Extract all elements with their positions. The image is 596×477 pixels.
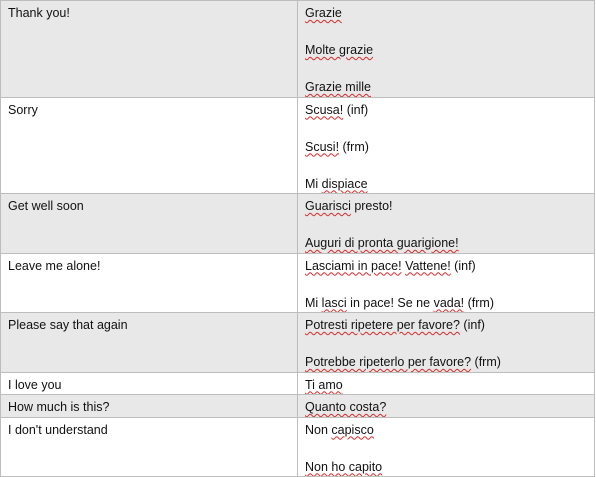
spellcheck-flagged-text: dispiace [321, 176, 368, 191]
blank-line [305, 275, 588, 294]
translation-text: (frm) [471, 355, 501, 369]
english-phrase-cell [1, 395, 298, 418]
italian-translation-line [305, 138, 588, 157]
translation-text: (inf) [343, 102, 369, 117]
spellcheck-flagged-text: Quanto costa? [305, 400, 387, 414]
spellcheck-flagged-text: lasci [321, 295, 347, 310]
italian-translation-cell [298, 313, 595, 373]
english-phrase-cell [1, 372, 298, 395]
english-phrase: How much is this? [8, 400, 110, 414]
spellcheck-flagged-text: Grazie [305, 6, 342, 20]
table-row [1, 253, 595, 313]
spellcheck-flagged-text: Non ho capito [305, 459, 383, 474]
translation-text: (inf) [459, 318, 485, 332]
spellcheck-flagged-text: capisco [331, 422, 374, 437]
table-row [1, 97, 595, 194]
spellcheck-flagged-text: Scusi! [305, 139, 340, 154]
blank-line [305, 216, 588, 235]
spellcheck-flagged-text: Grazie mille [305, 80, 371, 94]
italian-translation-cell [298, 253, 595, 313]
spellcheck-flagged-text: Potrebbe ripeterlo per favore? [305, 355, 472, 369]
english-phrase: I don't understand [8, 422, 108, 437]
italian-translation-line [305, 316, 588, 335]
italian-translation-cell [298, 395, 595, 418]
blank-line [305, 119, 588, 138]
italian-translation-line [305, 353, 588, 372]
italian-translation-line [305, 4, 588, 23]
italian-translation-line [305, 398, 588, 417]
italian-translation-cell [298, 1, 595, 98]
english-phrase: Sorry [8, 102, 38, 117]
blank-line [305, 60, 588, 79]
table-row [1, 395, 595, 418]
italian-translation-cell [298, 194, 595, 254]
spellcheck-flagged-text: Guarisci [305, 199, 351, 213]
translation-text: Mi [305, 176, 322, 191]
translation-text: (frm) [464, 295, 495, 310]
english-phrase-cell [1, 194, 298, 254]
italian-translation-line [305, 421, 588, 440]
italian-translation-line [305, 78, 588, 97]
italian-translation-line [305, 175, 588, 194]
english-phrase: Get well soon [8, 199, 84, 213]
italian-translation-cell [298, 372, 595, 395]
spellcheck-flagged-text: Ti amo [305, 377, 343, 392]
translation-text: (frm) [339, 139, 369, 154]
translation-text: Non [305, 422, 332, 437]
english-phrase-cell [1, 1, 298, 98]
spellcheck-flagged-text: vada! [433, 295, 465, 310]
english-phrase: I love you [8, 377, 62, 392]
italian-translation-line [305, 294, 588, 313]
blank-line [305, 439, 588, 458]
phrase-table-body [1, 1, 595, 477]
spellcheck-flagged-text: Potresti ripetere per favore? [305, 318, 460, 332]
table-row [1, 194, 595, 254]
italian-translation-line [305, 376, 588, 395]
english-phrase-cell [1, 97, 298, 194]
spellcheck-flagged-text: Lasciami in pace! [305, 258, 402, 273]
blank-line [305, 335, 588, 354]
english-phrase-cell [1, 313, 298, 373]
spellcheck-flagged-text: Scusa! [305, 102, 344, 117]
blank-line [305, 23, 588, 42]
spellcheck-flagged-text: Vattene! [405, 258, 451, 273]
italian-translation-line [305, 197, 588, 216]
english-phrase: Please say that again [8, 318, 128, 332]
italian-translation-line [305, 41, 588, 60]
english-phrase: Thank you! [8, 6, 70, 20]
italian-translation-line [305, 257, 588, 276]
english-phrase-cell [1, 253, 298, 313]
italian-translation-line [305, 101, 588, 120]
spellcheck-flagged-text: Molte grazie [305, 43, 374, 57]
translation-text: presto! [350, 199, 393, 213]
italian-translation-line [305, 458, 588, 477]
blank-line [305, 156, 588, 175]
translation-text: (inf) [450, 258, 476, 273]
english-phrase: Leave me alone! [8, 258, 101, 273]
italian-translation-line [305, 234, 588, 253]
translation-text: in pace! Se ne [346, 295, 434, 310]
table-row [1, 313, 595, 373]
translation-text: Mi [305, 295, 322, 310]
italian-translation-cell [298, 97, 595, 194]
table-row [1, 372, 595, 395]
spellcheck-flagged-text: Auguri di pronta guarigione! [305, 236, 459, 250]
table-row [1, 1, 595, 98]
